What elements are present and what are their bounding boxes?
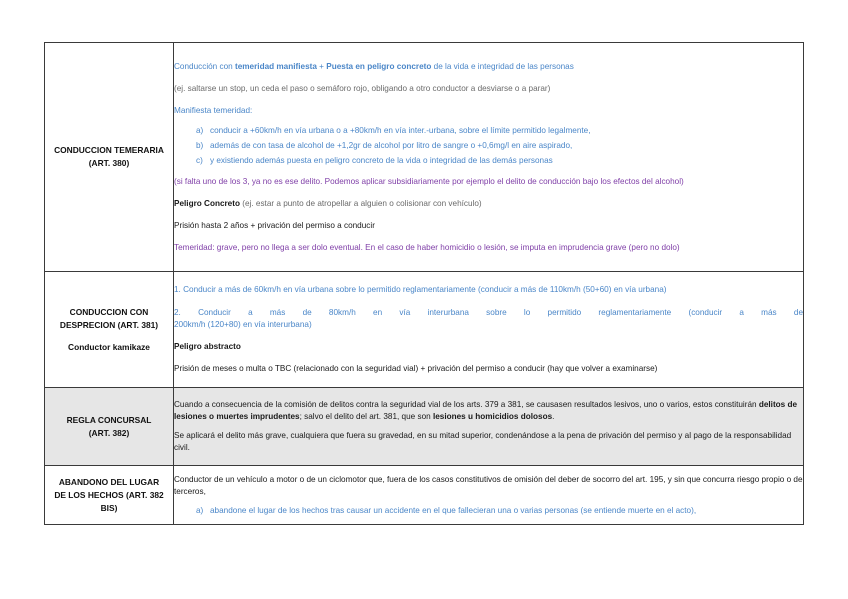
text: ; salvo el delito del art. 381, que son: [299, 412, 433, 421]
paragraph: (ej. saltarse un stop, un ceda el paso o semáforo rojo, obligando a otro conductor a desviarse o a parar): [174, 84, 551, 93]
text: .: [552, 412, 555, 421]
law-table: [44, 42, 804, 525]
list-item: [174, 505, 803, 517]
table-row: [45, 43, 804, 272]
paragraph: Prisión de meses o multa o TBC (relacionado con la seguridad vial) + privación del permiso a conducir (hay que volver a examinarse): [174, 364, 658, 373]
emphasis: delitos de lesiones o muertes imprudentes: [174, 400, 798, 421]
list-text: además de con tasa de alcohol de +1,2gr de alcohol por litro de sangre o +0,6mg/l en aire aspirado,: [210, 141, 573, 150]
list-marker: a): [196, 126, 204, 135]
row-title: BIS): [100, 502, 118, 513]
row-title: CONDUCCION TEMERARIA: [54, 145, 164, 155]
paragraph: [174, 61, 803, 73]
paragraph: 200km/h (120+80) en vía interurbana): [174, 320, 312, 329]
row-content-cell: [174, 466, 804, 525]
text: Conducción con: [174, 62, 235, 71]
paragraph: Peligro abstracto: [174, 342, 241, 351]
list-item: [174, 140, 803, 152]
paragraph: Conductor de un vehículo a motor o de un ciclomotor que, fuera de los casos constitutivos de omisión del deber de socorro del art. 195, y sin que concurra riesgo propio o de terceros,: [174, 474, 803, 496]
paragraph: Se aplicará el delito más grave, cualquiera que fuera su gravedad, en su mitad superior, condenándose a la pena de privación del permiso y al pago de la responsabilidad civil.: [174, 431, 792, 452]
list-marker: a): [196, 505, 204, 515]
row-title: ABANDONO DEL LUGAR: [58, 476, 160, 487]
table-row: [45, 272, 804, 388]
emphasis: lesiones u homicidios dolosos: [432, 412, 553, 421]
row-title: DE LOS HECHOS (ART. 382: [54, 489, 164, 500]
list-text: y existiendo además puesta en peligro concreto de la vida o integridad de las demás personas: [210, 156, 553, 165]
paragraph: 1. Conducir a más de 60km/h en vía urbana sobre lo permitido reglamentariamente (conducir a más de 110km/h (50+60) en vía urbana): [174, 285, 667, 294]
row-content-cell: [174, 272, 804, 388]
list-item: [174, 125, 803, 137]
list-item: [174, 155, 803, 167]
table-row: [45, 388, 804, 466]
row-title-cell: [45, 272, 174, 388]
text: +: [316, 62, 327, 71]
row-title-cell: [45, 466, 174, 525]
row-content-cell: [174, 388, 804, 466]
paragraph: Manifiesta temeridad:: [174, 106, 253, 115]
emphasis: Puesta en peligro concreto: [326, 62, 432, 71]
row-title: (ART. 382): [88, 427, 130, 438]
row-subtitle: Conductor kamikaze: [68, 341, 150, 352]
paragraph: Prisión hasta 2 años + privación del permiso a conducir: [174, 221, 375, 230]
paragraph: 2. Conducir a más de 80km/h en vía interurbana sobre lo permitido reglamentariamente (conducir a más de: [174, 308, 803, 317]
text: (ej. estar a punto de atropellar a alguien o colisionar con vehículo): [239, 199, 482, 208]
paragraph: Temeridad: grave, pero no llega a ser dolo eventual. En el caso de haber homicidio o lesión, se imputa en imprudencia grave (pero no dolo): [174, 243, 680, 252]
text: Cuando a consecuencia de la comisión de delitos contra la seguridad vial de los arts. 379 a 381, se causasen resultados lesivos, uno o varios, estos constituirán: [174, 400, 759, 409]
paragraph: [174, 198, 803, 210]
paragraph: [174, 399, 803, 423]
table-row: [45, 466, 804, 525]
list-marker: c): [196, 156, 203, 165]
emphasis: Peligro Concreto: [174, 199, 240, 208]
row-title: (ART. 380): [88, 158, 130, 168]
text: de la vida e integridad de las personas: [431, 62, 574, 71]
paragraph: (si falta uno de los 3, ya no es ese delito. Podemos aplicar subsidiariamente por ejemplo el delito de conducción bajo los efectos del alcohol): [174, 177, 684, 186]
row-title-cell: [45, 388, 174, 466]
row-title: CONDUCCION CON: [69, 306, 149, 317]
row-title-cell: [45, 43, 174, 272]
emphasis: temeridad manifiesta: [235, 62, 317, 71]
row-title: REGLA CONCURSAL: [66, 414, 152, 425]
list-marker: b): [196, 141, 204, 150]
list-text: abandone el lugar de los hechos tras causar un accidente en el que fallecieran una o varias personas (se entiende muerte en el acto),: [210, 505, 697, 515]
list-text: conducir a +60km/h en vía urbana o a +80km/h en vía inter.-urbana, sobre el límite permitido legalmente,: [210, 126, 591, 135]
row-content-cell: [174, 43, 804, 272]
row-title: DESPRECION (ART. 381): [59, 319, 159, 330]
